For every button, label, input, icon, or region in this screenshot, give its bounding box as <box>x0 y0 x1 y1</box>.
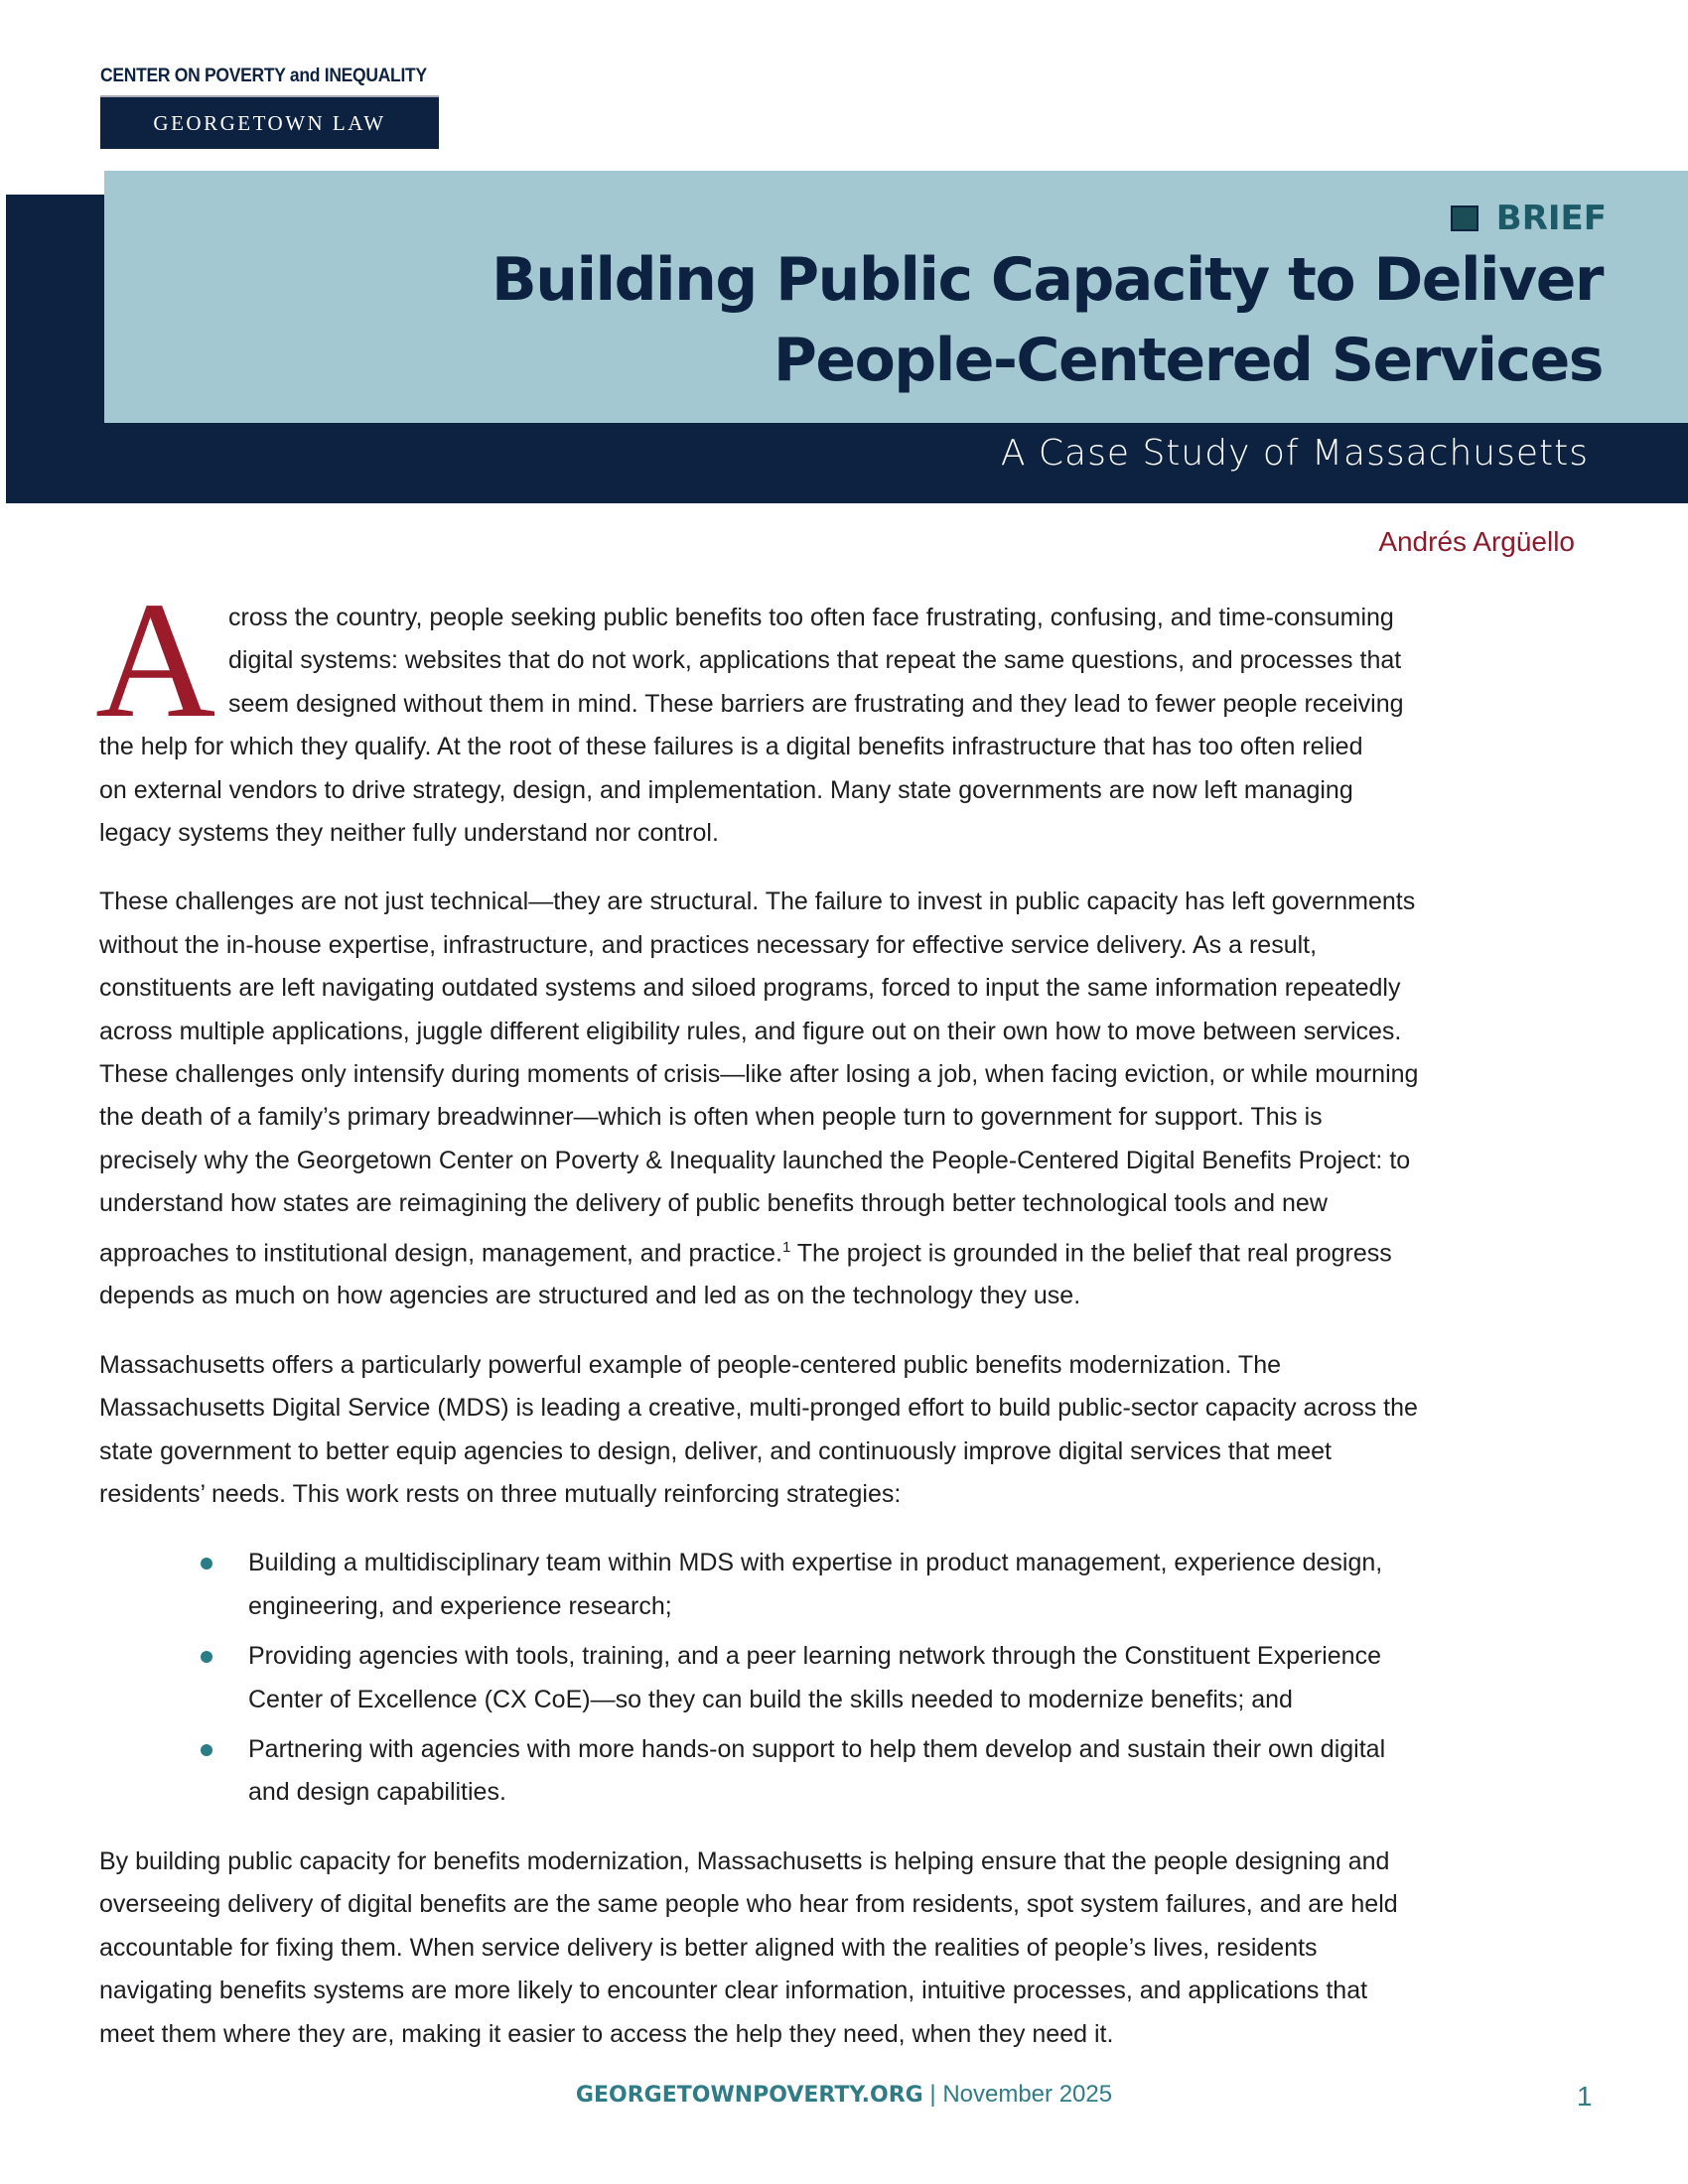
text-line: Massachusetts offers a particularly powerful example of people-centered public benefits modernization. The <box>99 1350 1282 1379</box>
text-line: the death of a family’s primary breadwinner—which is often when people turn to government for support. This is <box>99 1103 1323 1132</box>
bullet-icon <box>201 1651 212 1663</box>
paragraph-1 <box>99 597 1418 855</box>
footnote-ref[interactable]: 1 <box>781 1238 791 1256</box>
paragraph-3 <box>99 1344 1418 1517</box>
text-line: navigating benefits systems are more likely to encounter clear information, intuitive processes, and applications that <box>99 1977 1368 2005</box>
list-item <box>99 1635 1418 1721</box>
footer <box>0 2081 1688 2109</box>
text-segment: The project is grounded in the belief that real progress <box>790 1239 1392 1268</box>
bullet-icon <box>201 1744 212 1756</box>
page-number: 1 <box>1577 2081 1593 2112</box>
text-line: depends as much on how agencies are structured and led as on the technology they use. <box>99 1282 1081 1310</box>
text-line: understand how states are reimagining the delivery of public benefits through better technological tools and new <box>99 1189 1328 1218</box>
title-line: Building Public Capacity to Deliver <box>492 245 1603 315</box>
author: Andrés Argüello <box>1378 526 1575 557</box>
text-line: the help for which they qualify. At the root of these failures is a digital benefits infrastructure that has too often relied <box>99 733 1363 761</box>
text-line: across multiple applications, juggle different eligibility rules, and figure out on their own how to move between services. <box>99 1017 1402 1045</box>
square-icon <box>1451 205 1478 231</box>
strategy-list <box>99 1542 1418 1814</box>
text-line: legacy systems they neither fully understand nor control. <box>99 819 719 848</box>
brief-text: BRIEF <box>1495 199 1607 238</box>
text-line: accountable for fixing them. When service delivery is better aligned with the realities of people’s lives, residents <box>99 1933 1318 1962</box>
text-line: engineering, and experience research; <box>248 1591 672 1620</box>
text-line: Partnering with agencies with more hands-on support to help them develop and sustain their own digital <box>248 1735 1386 1764</box>
text-line: overseeing delivery of digital benefits are the same people who hear from residents, spot system failures, and are held <box>99 1890 1398 1919</box>
footer-date: November 2025 <box>942 2081 1113 2108</box>
text-line: and design capabilities. <box>248 1778 506 1807</box>
paragraph-2 <box>99 881 1418 1317</box>
text-line: without the in-house expertise, infrastructure, and practices necessary for effective service delivery. As a result, <box>99 930 1318 959</box>
text-line: Building a multidisciplinary team within MDS with expertise in product management, experience design, <box>248 1549 1383 1577</box>
body-text <box>99 597 1418 2082</box>
drop-cap: A <box>95 568 216 752</box>
list-item <box>99 1728 1418 1815</box>
text-line: Center of Excellence (CX CoE)—so they can build the skills needed to modernize benefits; and <box>248 1685 1293 1713</box>
list-item <box>99 1542 1418 1628</box>
text-line: state government to better equip agencies to design, deliver, and continuously improve digital services that meet <box>99 1436 1332 1465</box>
text-line: constituents are left navigating outdated systems and siloed programs, forced to input the same information repeatedly <box>99 974 1401 1003</box>
text-line: seem designed without them in mind. These barriers are frustrating and they lead to fewer people receiving <box>228 689 1404 718</box>
text-line: cross the country, people seeking public benefits too often face frustrating, confusing, and time-consuming <box>228 604 1394 631</box>
text-line: These challenges are not just technical—they are structural. The failure to invest in public capacity has left governments <box>99 887 1416 916</box>
text-line: Providing agencies with tools, training, and a peer learning network through the Constituent Experience <box>248 1642 1381 1671</box>
text-segment: approaches to institutional design, management, and practice. <box>99 1239 782 1268</box>
brief-label <box>1451 199 1607 238</box>
logo-org-line: CENTER ON POVERTY and INEQUALITY <box>100 66 427 86</box>
title-line: People-Centered Services <box>773 326 1603 395</box>
footer-separator: | <box>922 2081 943 2108</box>
logo-school: GEORGETOWN LAW <box>100 95 439 149</box>
footer-site-link[interactable]: GEORGETOWNPOVERTY.ORG <box>575 2083 923 2108</box>
text-line: These challenges only intensify during moments of crisis—like after losing a job, when facing eviction, or while mourning <box>99 1060 1419 1089</box>
page-title <box>492 240 1603 401</box>
text-line: on external vendors to drive strategy, design, and implementation. Many state governments are now left managing <box>99 775 1353 804</box>
text-line: meet them where they are, making it easier to access the help they need, when they need it. <box>99 2019 1114 2048</box>
text-line: digital systems: websites that do not work, applications that repeat the same questions, and processes that <box>228 646 1402 675</box>
text-line: Massachusetts Digital Service (MDS) is leading a creative, multi-pronged effort to build public-sector capacity across the <box>99 1394 1418 1423</box>
text-line: precisely why the Georgetown Center on Poverty & Inequality launched the People-Centered Digital Benefits Project: to <box>99 1146 1411 1174</box>
bullet-icon <box>201 1558 212 1570</box>
text-line: residents’ needs. This work rests on three mutually reinforcing strategies: <box>99 1480 902 1509</box>
subtitle: A Case Study of Massachusetts <box>1000 433 1589 474</box>
text-line <box>99 1226 1418 1276</box>
paragraph-4 <box>99 1841 1418 2056</box>
text-line: By building public capacity for benefits modernization, Massachusetts is helping ensure that the people designing and <box>99 1846 1390 1875</box>
